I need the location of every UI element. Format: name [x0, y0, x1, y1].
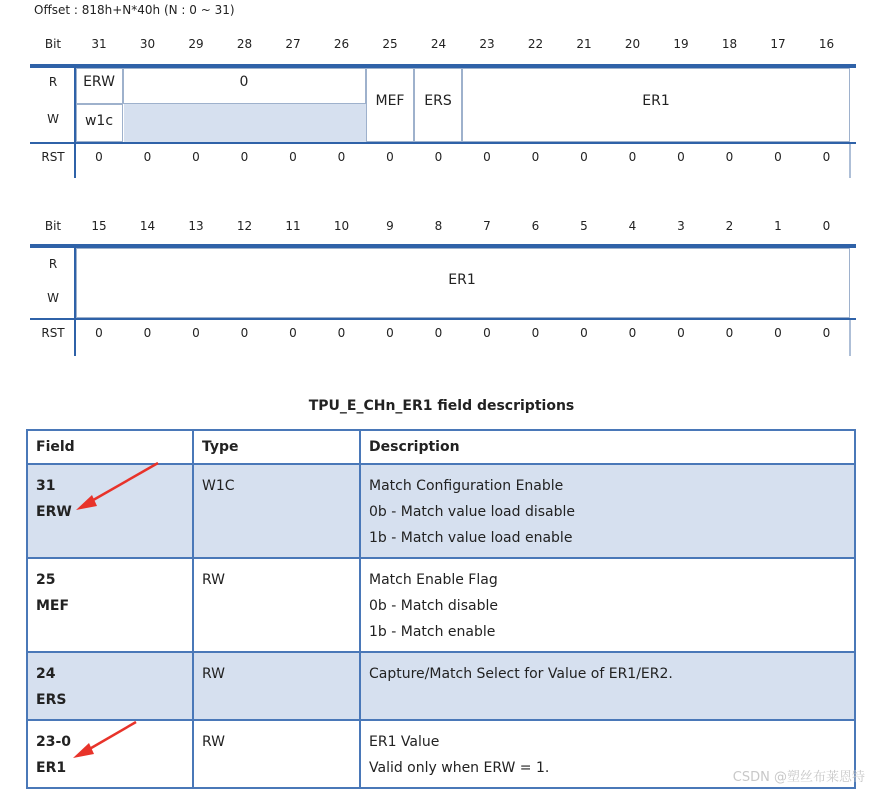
row-desc-line: Capture/Match Select for Value of ER1/ER2. [369, 666, 673, 682]
field-er1-upper: ER1 [642, 93, 670, 109]
lower-mid-rule [30, 318, 856, 320]
header-field: Field [27, 430, 193, 464]
bit-number: 28 [236, 37, 253, 51]
row-field-name: MEF [36, 598, 70, 614]
reset-value: 0 [386, 150, 394, 164]
upper-right-edge [849, 144, 851, 178]
bit-number: 18 [721, 37, 738, 51]
reset-value: 0 [483, 326, 491, 340]
reset-value: 0 [628, 326, 637, 340]
field-description-table [26, 429, 856, 789]
bit-number: 6 [531, 219, 540, 233]
bit-number: 22 [527, 37, 544, 51]
field-erw-access: w1c [84, 113, 114, 129]
field-mef: MEF [375, 93, 405, 109]
lower-right-edge [849, 320, 851, 356]
bit-number: 3 [677, 219, 685, 233]
r-row-label: R [48, 75, 58, 89]
bit-number: 25 [382, 37, 398, 51]
bit-number: 0 [822, 219, 831, 233]
reset-value: 0 [580, 150, 588, 164]
reset-value: 0 [677, 150, 685, 164]
rst-row-label: RST [41, 150, 65, 164]
reset-value: 0 [95, 326, 103, 340]
table-caption: TPU_E_CHn_ER1 field descriptions [308, 398, 575, 414]
r-row-label-lower: R [48, 257, 58, 271]
lower-left-edge [74, 248, 76, 356]
reset-value: 0 [240, 326, 249, 340]
bit-number: 30 [139, 37, 156, 51]
w-row-label: W [47, 112, 59, 126]
row-type: RW [202, 572, 226, 588]
bit-number: 15 [91, 219, 107, 233]
row-desc-line: Valid only when ERW = 1. [369, 760, 550, 776]
bit-number: 23 [479, 37, 495, 51]
field-erw: ERW [83, 74, 115, 90]
header-type: Type [193, 430, 360, 464]
reset-value: 0 [143, 150, 152, 164]
offset-text: Offset : 818h+N*40h (N : 0 ~ 31) [34, 3, 235, 17]
bit-number: 14 [139, 219, 156, 233]
reset-value: 0 [531, 150, 540, 164]
reset-value: 0 [337, 150, 346, 164]
bit-number: 12 [236, 219, 253, 233]
bit-number: 10 [333, 219, 350, 233]
bit-number: 27 [285, 37, 301, 51]
reset-value: 0 [289, 326, 297, 340]
row-bit: 25 [36, 572, 56, 588]
field-reserved: 0 [239, 74, 249, 90]
bit-number: 9 [386, 219, 394, 233]
reset-value: 0 [628, 150, 637, 164]
field-er1-lower: ER1 [448, 272, 476, 288]
field-ers: ERS [424, 93, 452, 109]
reset-value: 0 [143, 326, 152, 340]
row-bit: 23-0 [36, 734, 72, 750]
bit-number: 16 [818, 37, 835, 51]
table-row [27, 558, 855, 652]
bit-number: 11 [285, 219, 301, 233]
row-type: RW [202, 666, 226, 682]
bit-number: 31 [91, 37, 107, 51]
bit-number: 19 [673, 37, 689, 51]
bit-row-label: Bit [44, 37, 62, 51]
reset-value: 0 [192, 150, 200, 164]
row-field-name: ER1 [36, 760, 67, 776]
reset-value: 0 [822, 150, 831, 164]
row-type: RW [202, 734, 226, 750]
bit-number: 20 [624, 37, 641, 51]
bit-number: 13 [188, 219, 204, 233]
reset-value: 0 [725, 326, 734, 340]
watermark-text: CSDN @塑丝布莱恩特 [732, 770, 865, 785]
reset-value: 0 [434, 326, 443, 340]
row-desc-line: 1b - Match value load enable [369, 530, 573, 546]
upper-left-edge [74, 68, 76, 178]
reserved-write-area [124, 104, 366, 142]
reset-value: 0 [434, 150, 443, 164]
table-row [27, 720, 855, 788]
table-row [27, 464, 855, 558]
reset-value: 0 [774, 326, 782, 340]
reset-value: 0 [192, 326, 200, 340]
row-desc-line: 1b - Match enable [369, 624, 496, 640]
table-row [27, 652, 855, 720]
bit-number: 29 [188, 37, 204, 51]
reset-value: 0 [531, 326, 540, 340]
row-type: W1C [202, 478, 235, 494]
reset-value: 0 [774, 150, 782, 164]
bit-row-label-lower: Bit [44, 219, 62, 233]
reset-value: 0 [483, 150, 491, 164]
bit-number: 4 [628, 219, 637, 233]
row-bit: 24 [36, 666, 56, 682]
row-desc-line: Match Enable Flag [369, 572, 498, 588]
table-header-row [27, 430, 855, 464]
reset-value: 0 [822, 326, 831, 340]
row-bit: 31 [36, 478, 56, 494]
reset-value: 0 [580, 326, 588, 340]
reset-value: 0 [725, 150, 734, 164]
reset-value: 0 [386, 326, 394, 340]
bit-number: 26 [333, 37, 350, 51]
reset-value: 0 [337, 326, 346, 340]
bit-number: 2 [725, 219, 734, 233]
row-field-name: ERS [36, 692, 67, 708]
w-row-label-lower: W [47, 291, 59, 305]
row-desc-line: ER1 Value [369, 734, 440, 750]
rst-row-label-lower: RST [41, 326, 65, 340]
bit-number: 8 [434, 219, 443, 233]
row-desc-line: 0b - Match value load disable [369, 504, 576, 520]
bit-number: 1 [774, 219, 782, 233]
bit-number: 7 [483, 219, 491, 233]
header-description: Description [360, 430, 855, 464]
upper-mid-rule [30, 142, 856, 144]
reset-value: 0 [677, 326, 685, 340]
bit-number: 21 [576, 37, 592, 51]
row-field-name: ERW [36, 504, 72, 520]
bit-number: 17 [770, 37, 786, 51]
bit-number: 5 [580, 219, 588, 233]
row-desc-line: Match Configuration Enable [369, 478, 564, 494]
reset-value: 0 [240, 150, 249, 164]
bit-number: 24 [430, 37, 447, 51]
reset-value: 0 [289, 150, 297, 164]
reset-value: 0 [95, 150, 103, 164]
row-desc-line: 0b - Match disable [369, 598, 498, 614]
